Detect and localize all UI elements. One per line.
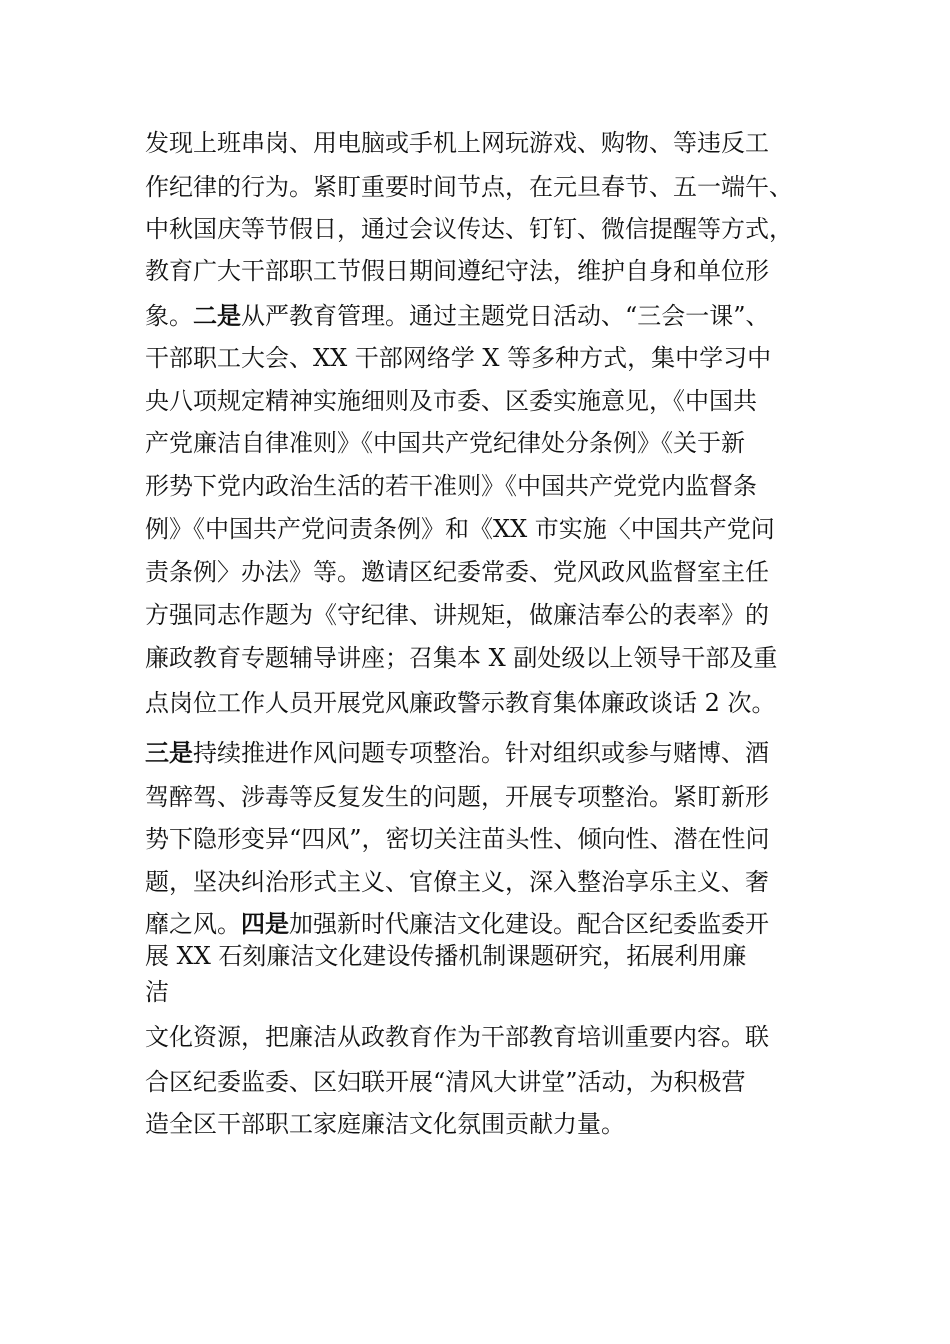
text-line: 廉政教育专题辅导讲座；召集本 X 副处级以上领导干部及重 bbox=[145, 644, 778, 672]
text-line: 文化资源，把廉洁从政教育作为干部教育培训重要内容。联 bbox=[145, 1023, 769, 1051]
text-line: 驾醉驾、涉毒等反复发生的问题，开展专项整治。紧盯新形 bbox=[145, 783, 769, 811]
section-marker-3: 三是 bbox=[145, 739, 193, 767]
text-line: 发现上班串岗、用电脑或手机上网玩游戏、购物、等违反工 bbox=[145, 129, 769, 157]
text-fragment: 靡之风。 bbox=[145, 910, 241, 938]
text-line: 干部职工大会、XX 干部网络学 X 等多种方式，集中学习中 bbox=[145, 344, 772, 372]
text-fragment: 持续推进作风问题专项整治。针对组织或参与赌博、酒 bbox=[193, 739, 769, 767]
text-line: 展 XX 石刻廉洁文化建设传播机制课题研究，拓展利用廉 bbox=[145, 942, 747, 970]
text-line: 例》《中国共产党问责条例》和《XX 市实施〈中国共产党问 bbox=[145, 515, 775, 543]
text-line: 点岗位工作人员开展党风廉政警示教育集体廉政谈话 2 次。 bbox=[145, 689, 776, 717]
text-line bbox=[145, 300, 770, 332]
text-line bbox=[145, 908, 769, 940]
text-fragment: 加强新时代廉洁文化建设。配合区纪委监委开 bbox=[289, 910, 769, 938]
text-line: 产党廉洁自律准则》《中国共产党纪律处分条例》《关于新 bbox=[145, 429, 745, 457]
text-line: 中秋国庆等节假日，通过会议传达、钉钉、微信提醒等方式， bbox=[145, 215, 793, 243]
section-marker-2: 二是 bbox=[193, 302, 241, 330]
text-line: 教育广大干部职工节假日期间遵纪守法，维护自身和单位形 bbox=[145, 257, 769, 285]
text-line: 责条例〉办法》等。邀请区纪委常委、党风政风监督室主任 bbox=[145, 558, 769, 586]
text-line: 作纪律的行为。紧盯重要时间节点，在元旦春节、五一端午、 bbox=[145, 173, 793, 201]
section-marker-4: 四是 bbox=[241, 910, 289, 938]
text-line: 造全区干部职工家庭廉洁文化氛围贡献力量。 bbox=[145, 1110, 625, 1138]
text-line: 形势下党内政治生活的若干准则》《中国共产党党内监督条 bbox=[145, 472, 757, 500]
text-line: 洁 bbox=[145, 978, 169, 1006]
text-line bbox=[145, 737, 769, 769]
text-line: 方强同志作题为《守纪律、讲规矩，做廉洁奉公的表率》的 bbox=[145, 601, 769, 629]
text-line: 势下隐形变异“四风”，密切关注苗头性、倾向性、潜在性问 bbox=[145, 825, 770, 853]
text-fragment: 从严教育管理。通过主题党日活动、“三会一课”、 bbox=[241, 302, 770, 330]
text-line: 合区纪委监委、区妇联开展“清风大讲堂”活动，为积极营 bbox=[145, 1068, 746, 1096]
text-line: 央八项规定精神实施细则及市委、区委实施意见，《中国共 bbox=[145, 387, 757, 415]
text-line: 题，坚决纠治形式主义、官僚主义，深入整治享乐主义、奢 bbox=[145, 868, 769, 896]
text-fragment: 象。 bbox=[145, 302, 193, 330]
